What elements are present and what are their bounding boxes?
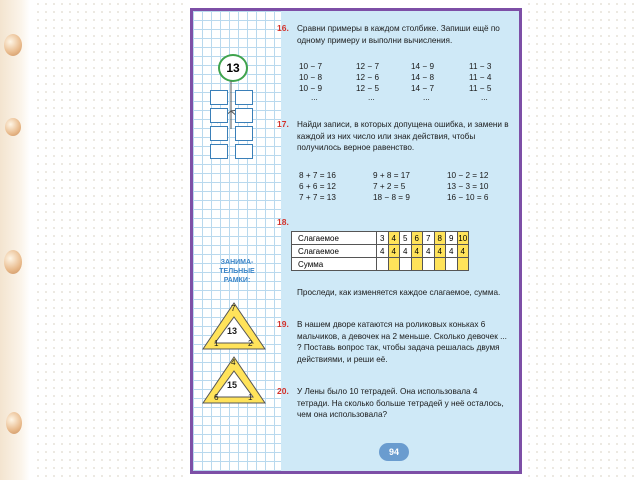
table-cell: 4: [423, 245, 435, 258]
table-cell: 9: [446, 232, 458, 245]
table-cell: 10: [458, 233, 468, 243]
tree-box: [210, 108, 228, 123]
tree-box: [210, 90, 228, 105]
task-number: 19.: [277, 319, 289, 329]
exercise-column: 16. Сравни примеры в каждом столбике. Запиши ещё по одному примеру и выполни вычисления. 10 − 7 10 − 8 10 − 9 ... 12 − 7 12 − 6 12 − 5 ... 14 − 9 14 − 8 14 − 7 ... 11 − 3 11 − 4 11 − 5 ... 17. Найди записи, в которых допущена ошибка, и замени в каждой из них число или знак действия, чтобы получилось верное равенство. 8 + 7 = 16 6 + 6 = 12 7 + 7 = 13 9 + 8 = 17 7 + 2 = 5 18 − 8 = 9 10 − 2 = 12 13 − 3 = 10 16 − 10 = 6 18. Слагаемое 3 4 5 6 7 8 9 10 Слагаемое 4 4 4 4 4 4 4 4 Сумма Проследи, как изменяется каждое слагаемое, сумма. 19. В нашем дворе катаются на роликовых коньках 6 мальчиков, а девочек на 2 меньше. Сколько девочек ... ? Поставь вопрос так, чтобы задача решалась двумя действиями, и реши её. 20. У Лены было 10 тетрадей. Она использовала 4 тетради. На сколько больше тетрадей у неё осталось, чем она использовала?: [281, 11, 519, 471]
triangle1-center: 13: [227, 326, 238, 336]
grid-margin: [193, 11, 281, 471]
tree-box: [210, 126, 228, 141]
tree-box: [210, 144, 228, 159]
table-cell: 4: [434, 245, 446, 258]
tree-box: [235, 126, 253, 141]
table-cell: 4: [388, 232, 400, 245]
row-label: Слагаемое: [292, 232, 377, 245]
table-cell: [434, 258, 446, 271]
table-cell: 4: [400, 245, 412, 258]
bead-decoration: [4, 34, 22, 56]
row-label: Сумма: [292, 258, 377, 271]
table-cell: 6: [411, 232, 423, 245]
table-cell: 3: [377, 232, 389, 245]
task-text: У Лены было 10 тетрадей. Она использовала 4 тетради. На сколько больше тетрадей у неё осталось, чем она использовала?: [297, 387, 504, 419]
task-number: 16.: [277, 23, 289, 33]
task-text: Сравни примеры в каждом столбике. Запиши ещё по одному примеру и выполни вычисления.: [297, 24, 500, 45]
addends-table: [291, 231, 469, 271]
page-badge: 13: [218, 54, 248, 82]
tree-box: [235, 90, 253, 105]
triangle1-top: 7: [231, 304, 236, 313]
task-number: 20.: [277, 386, 289, 396]
bead-decoration: [4, 250, 22, 274]
table-cell: [388, 258, 400, 271]
triangle2-left: 6: [214, 393, 219, 402]
table-cell: 4: [446, 245, 458, 258]
table-cell: 4: [388, 245, 400, 258]
task-text: Найди записи, в которых допущена ошибка, и замени в каждой из них число или знак действия, чтобы получилось верное равенство.: [297, 120, 509, 152]
table-row: [292, 245, 469, 258]
table-row: [292, 232, 469, 245]
triangle1-left: 1: [214, 339, 219, 348]
bead-decoration: [5, 118, 21, 136]
table-cell: [400, 258, 412, 271]
bead-decoration: [6, 412, 22, 434]
table-cell: [423, 258, 435, 271]
triangle2-top: 4: [231, 358, 236, 367]
table-cell: 5: [400, 232, 412, 245]
task-number: 17.: [277, 119, 289, 129]
dotted-background: [34, 0, 184, 480]
dotted-background: [525, 0, 640, 480]
table-cell: [377, 258, 389, 271]
triangle1-right: 2: [248, 339, 253, 348]
table-row: [292, 258, 469, 271]
row-label: Слагаемое: [292, 245, 377, 258]
task-text: В нашем дворе катаются на роликовых коньках 6 мальчиков, а девочек на 2 меньше. Сколько девочек ... ? Поставь вопрос так, чтобы задача решалась двумя действиями, и реши её.: [297, 320, 507, 364]
textbook-page: [190, 8, 522, 474]
table-cell: [446, 258, 458, 271]
table-cell: [411, 258, 423, 271]
table-cell: [457, 258, 469, 271]
table-cell: 4: [457, 245, 469, 258]
triangle2-center: 15: [227, 380, 238, 390]
task-text: Проследи, как изменяется каждое слагаемое, сумма.: [297, 288, 501, 297]
table-cell: 4: [411, 245, 423, 258]
decorative-left-strip: [0, 0, 30, 480]
tree-box: [235, 144, 253, 159]
table-cell: 7: [423, 232, 435, 245]
triangle2-right: 1: [248, 393, 253, 402]
page-number: 94: [379, 443, 409, 461]
table-cell: 8: [434, 232, 446, 245]
tree-box: [235, 108, 253, 123]
section-label: ЗАНИМА- ТЕЛЬНЫЕ РАМКИ:: [219, 259, 255, 284]
table-cell: 4: [377, 245, 389, 258]
task-number: 18.: [277, 217, 289, 227]
